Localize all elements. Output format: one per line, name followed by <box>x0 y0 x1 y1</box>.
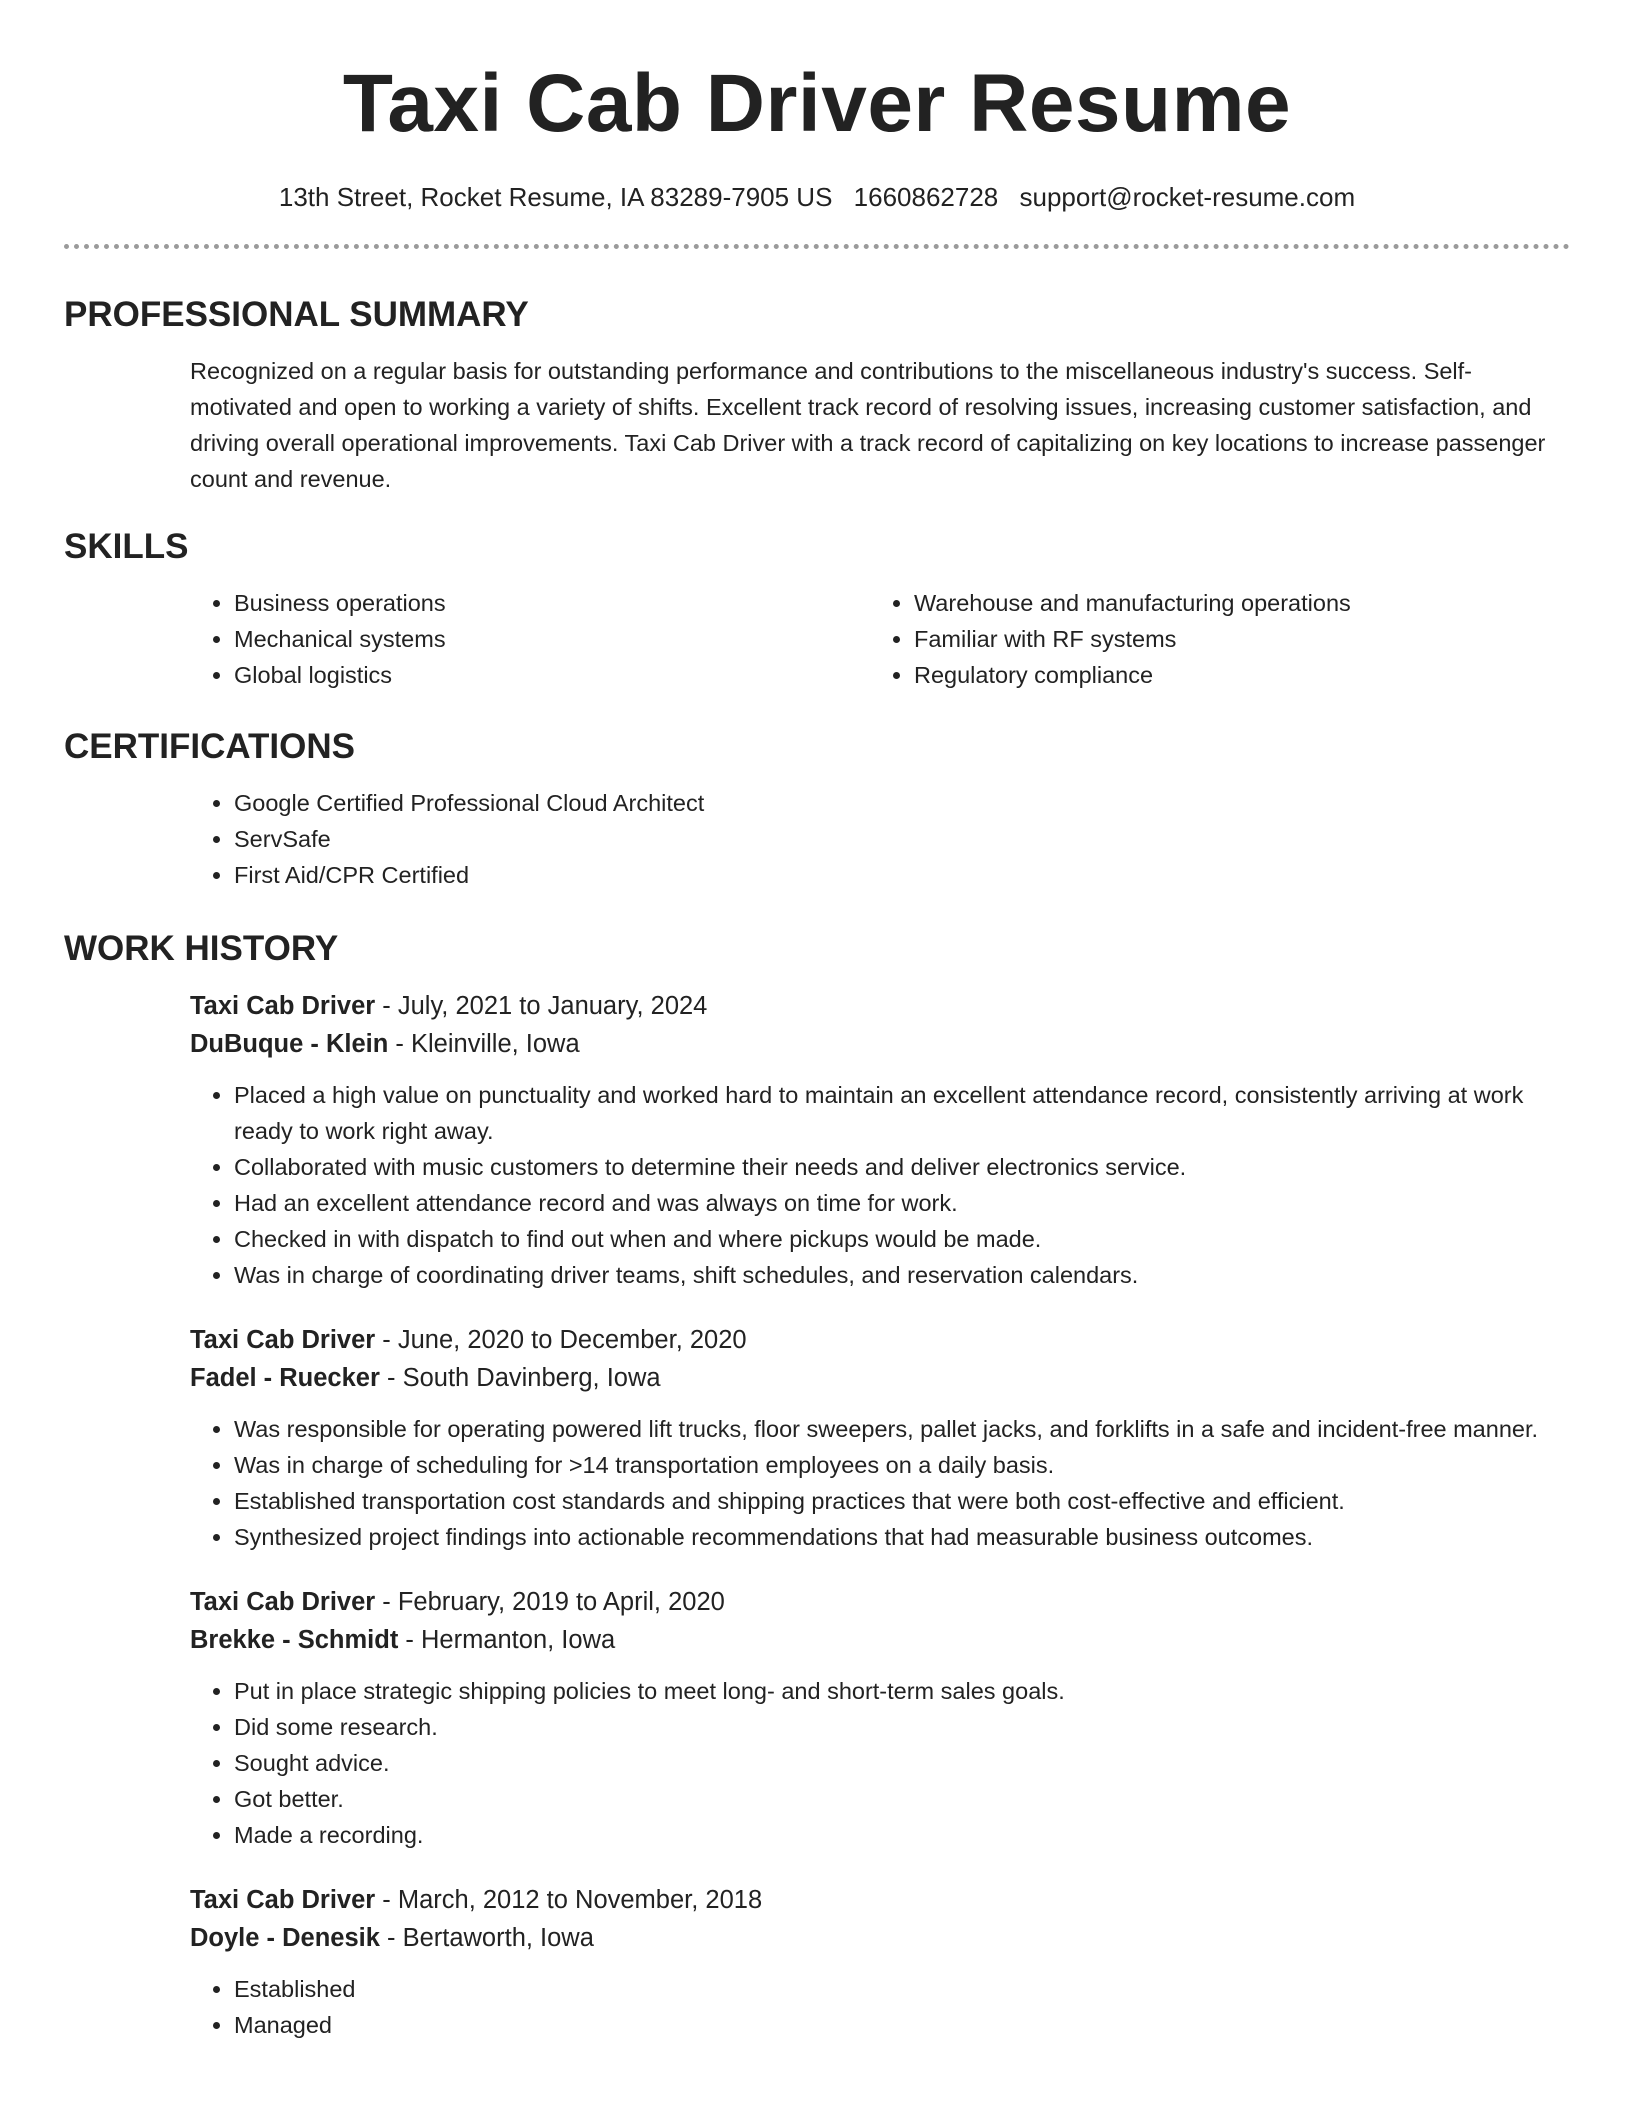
skill-item: • Global logistics <box>234 657 870 693</box>
job-bullet: • Established transportation cost standards and shipping practices that were both cost-effective and efficient. <box>234 1483 1570 1519</box>
job-title-line <box>190 1881 1570 1919</box>
job-location: - Hermanton, Iowa <box>398 1626 616 1654</box>
job-title-line <box>190 987 1570 1025</box>
job-entry <box>190 1321 1570 1555</box>
job-company: Brekke - Schmidt <box>190 1626 399 1654</box>
job-company: Doyle - Denesik <box>190 1924 380 1952</box>
skill-item: • Warehouse and manufacturing operations <box>914 585 1550 621</box>
contact-address: 13th Street, Rocket Resume, IA 83289-7905 US <box>278 182 833 212</box>
job-bullet: • Sought advice. <box>234 1745 1570 1781</box>
certifications-heading: CERTIFICATIONS <box>64 727 356 766</box>
job-company: Fadel - Ruecker <box>190 1364 380 1392</box>
summary-text: Recognized on a regular basis for outstanding performance and contributions to the miscellaneous industry's success. Self-motivated and open to working a variety of shifts. Excellent track record of resolving issues, increasing customer satisfaction, and driving overall operational improvements. Taxi Cab Driver with a track record of capitalizing on key locations to increase passenger count and revenue. <box>190 358 1546 492</box>
job-company-line <box>190 1621 1570 1659</box>
work-heading: WORK HISTORY <box>64 929 339 968</box>
job-company-line <box>190 1919 1570 1957</box>
certification-item: • ServSafe <box>234 821 1570 857</box>
summary-heading: PROFESSIONAL SUMMARY <box>64 295 529 334</box>
job-bullet: • Had an excellent attendance record and was always on time for work. <box>234 1185 1570 1221</box>
certification-item: • First Aid/CPR Certified <box>234 857 1570 893</box>
job-bullet: • Did some research. <box>234 1709 1570 1745</box>
skill-item: • Familiar with RF systems <box>914 621 1550 657</box>
job-company: DuBuque - Klein <box>190 1030 389 1058</box>
job-role: Taxi Cab Driver <box>190 992 376 1020</box>
job-bullet: • Put in place strategic shipping policies to meet long- and short-term sales goals. <box>234 1673 1570 1709</box>
job-location: - South Davinberg, Iowa <box>379 1364 661 1392</box>
certifications-list <box>190 785 1570 893</box>
work-list <box>190 987 1570 2043</box>
contact-phone: 1660862728 <box>853 182 999 212</box>
job-bullet: • Made a recording. <box>234 1817 1570 1853</box>
job-bullet: • Was in charge of scheduling for >14 transportation employees on a daily basis. <box>234 1447 1570 1483</box>
job-entry <box>190 1583 1570 1853</box>
header-divider <box>64 244 1570 249</box>
job-bullet: • Checked in with dispatch to find out when and where pickups would be made. <box>234 1221 1570 1257</box>
skill-item: • Business operations <box>234 585 870 621</box>
job-dates: - July, 2021 to January, 2024 <box>375 992 708 1020</box>
job-bullet: • Established <box>234 1971 1570 2007</box>
job-dates: - June, 2020 to December, 2020 <box>375 1326 747 1354</box>
job-role: Taxi Cab Driver <box>190 1886 376 1914</box>
job-bullet: • Was responsible for operating powered lift trucks, floor sweepers, pallet jacks, and forklifts in a safe and incident-free manner. <box>234 1411 1570 1447</box>
resume-title: Taxi Cab Driver Resume <box>342 58 1292 149</box>
job-entry <box>190 987 1570 1293</box>
work-section <box>64 927 1570 2043</box>
resume-page <box>64 0 1570 2071</box>
contact-line <box>64 180 1570 214</box>
skills-section <box>64 525 1570 693</box>
job-bullet: • Synthesized project findings into actionable recommendations that had measurable business outcomes. <box>234 1519 1570 1555</box>
skill-item: • Mechanical systems <box>234 621 870 657</box>
job-location: - Bertaworth, Iowa <box>379 1924 594 1952</box>
job-entry <box>190 1881 1570 2043</box>
job-dates: - March, 2012 to November, 2018 <box>375 1886 763 1914</box>
job-role: Taxi Cab Driver <box>190 1588 376 1616</box>
job-bullet: • Collaborated with music customers to determine their needs and deliver electronics service. <box>234 1149 1570 1185</box>
job-location: - Kleinville, Iowa <box>388 1030 580 1058</box>
job-bullet: • Was in charge of coordinating driver teams, shift schedules, and reservation calendars. <box>234 1257 1570 1293</box>
job-title-line <box>190 1583 1570 1621</box>
job-bullet: • Managed <box>234 2007 1570 2043</box>
job-role: Taxi Cab Driver <box>190 1326 376 1354</box>
skills-grid <box>190 585 1570 693</box>
job-bullet: • Got better. <box>234 1781 1570 1817</box>
skills-column-right <box>870 585 1550 693</box>
certifications-section <box>64 725 1570 893</box>
job-company-line <box>190 1025 1570 1063</box>
job-company-line <box>190 1359 1570 1397</box>
skill-item: • Regulatory compliance <box>914 657 1550 693</box>
skills-heading: SKILLS <box>64 527 189 566</box>
certification-item: • Google Certified Professional Cloud Architect <box>234 785 1570 821</box>
job-dates: - February, 2019 to April, 2020 <box>375 1588 725 1616</box>
skills-column-left <box>190 585 870 693</box>
job-bullet: • Placed a high value on punctuality and worked hard to maintain an excellent attendance record, consistently arriving at work ready to work right away. <box>234 1077 1570 1149</box>
summary-section <box>64 293 1570 497</box>
contact-email: support@rocket-resume.com <box>1019 182 1356 212</box>
job-title-line <box>190 1321 1570 1359</box>
